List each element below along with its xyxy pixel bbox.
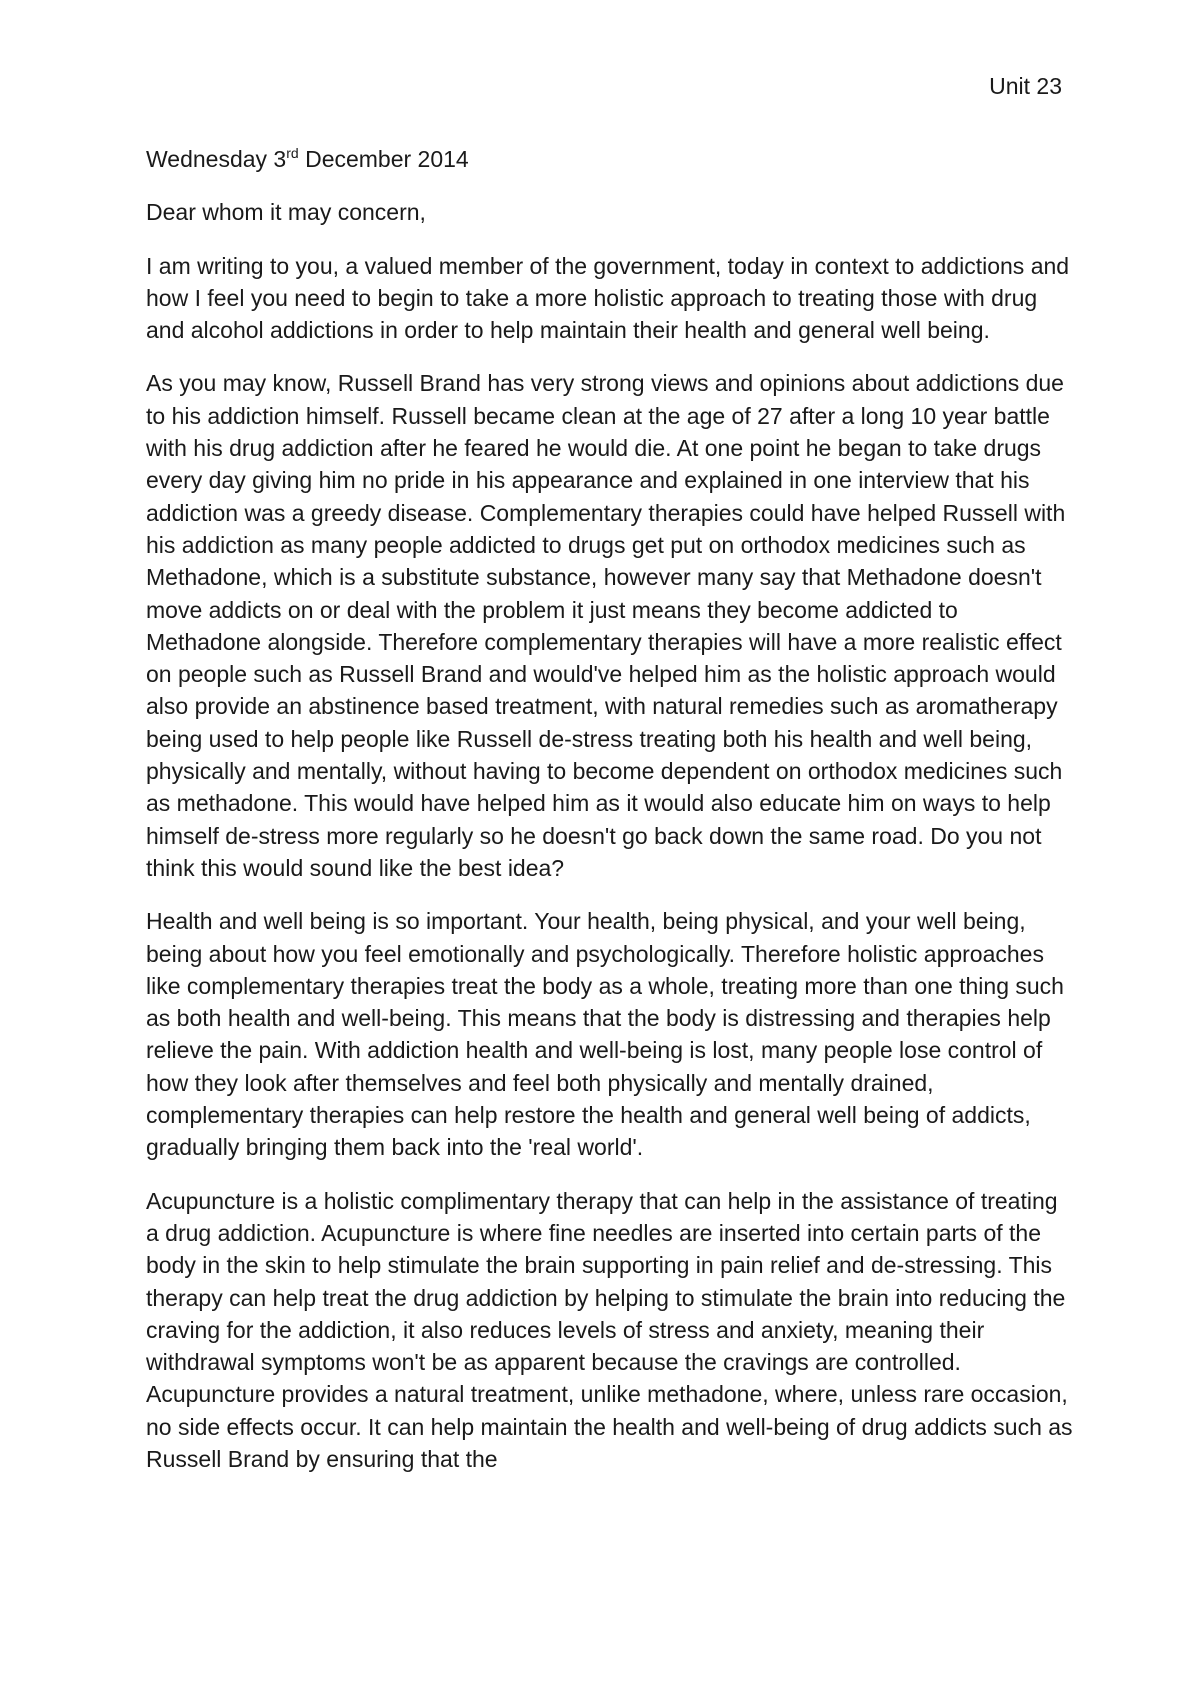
unit-header: Unit 23 xyxy=(989,73,1062,99)
letter-salutation: Dear whom it may concern, xyxy=(146,199,426,226)
date-month-year: December 2014 xyxy=(298,146,469,172)
paragraph-health-well-being: Health and well being is so important. Your health, being physical, and your well being, being about how you feel emotionally and psychologically. Therefore holistic approaches like complementary therapies treat the body as a whole, treating more than one thing such as both health and well-being. This means that the body is distressing and therapies help relieve the pain. With addiction health and well-being is lost, many people lose control of how they look after themselves and feel both physically and mentally drained, complementary therapies can help restore the health and general well being of addicts, gradually bringing them back into the 'real world'. xyxy=(146,908,1064,1161)
date-ordinal-suffix: rd xyxy=(286,145,299,161)
paragraph-introduction: I am writing to you, a valued member of the government, today in context to addictions and how I feel you need to begin to take a more holistic approach to treating those with drug and alcohol addictions in order to help maintain their health and general well being. xyxy=(146,252,1070,344)
paragraph-russell-brand: As you may know, Russell Brand has very strong views and opinions about addictions due to his addiction himself. Russell became clean at the age of 27 after a long 10 year battle with his drug addiction after he feared he would die. At one point he began to take drugs every day giving him no pride in his appearance and explained in one interview that his addiction was a greedy disease. Complementary therapies could have helped Russell with his addiction as many people addicted to drugs get put on orthodox medicines such as Methadone, which is a substitute substance, however many say that Methadone doesn't move addicts on or deal with the problem it just means they become addicted to Methadone alongside. Therefore complementary therapies will have a more realistic effect on people such as Russell Brand and would've helped him as the holistic approach would also provide an abstinence based treatment, with natural remedies such as aromatherapy being used to help people like Russell de-stress treating both his health and well being, physically and mentally, without having to become dependent on orthodox medicines such as methadone. This would have helped him as it would also educate him on ways to help himself de-stress more regularly so he doesn't go back down the same road. Do you not think this would sound like the best idea? xyxy=(146,370,1066,881)
letter-body xyxy=(146,143,1076,1496)
paragraph-acupuncture: Acupuncture is a holistic complimentary therapy that can help in the assistance of treating a drug addiction. Acupuncture is where fine needles are inserted into certain parts of the body in the skin to help stimulate the brain supporting in pain relief and de-stressing. This therapy can help treat the drug addiction by helping to stimulate the brain into reducing the craving for the addiction, it also reduces levels of stress and anxiety, meaning their withdrawal symptoms won't be as apparent because the cravings are controlled. Acupuncture provides a natural treatment, unlike methadone, where, unless rare occasion, no side effects occur. It can help maintain the health and well-being of drug addicts such as Russell Brand by ensuring that the xyxy=(146,1187,1073,1472)
letter-date xyxy=(146,143,1076,175)
date-weekday-day: Wednesday 3 xyxy=(146,146,287,172)
